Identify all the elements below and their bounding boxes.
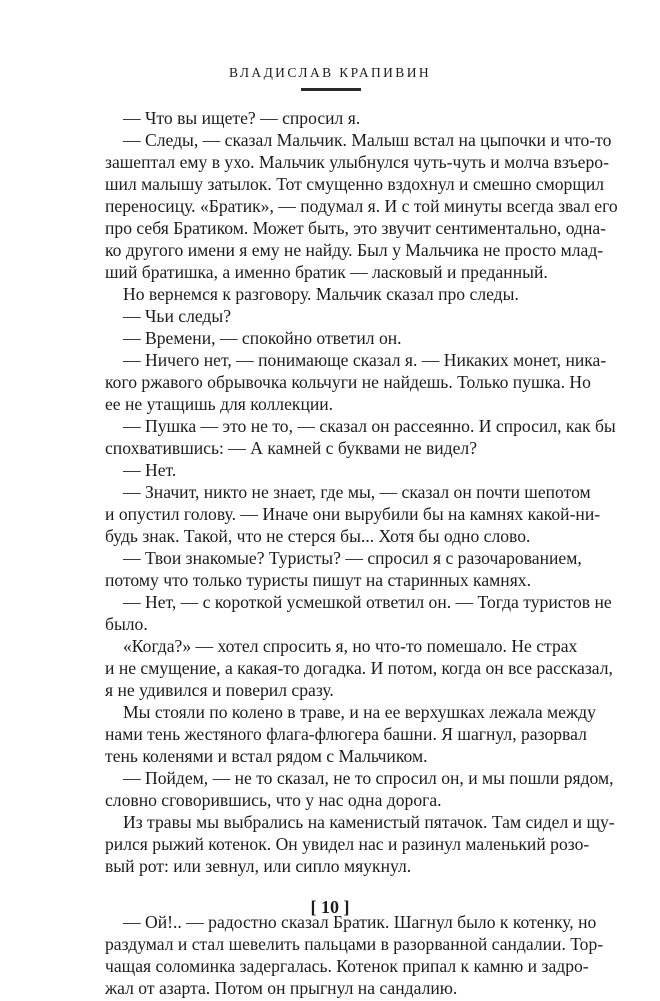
text-line: — Ничего нет, — понимающе сказал я. — Никаких монет, ника-: [123, 350, 607, 370]
text-line: — Ой!.. — радостно сказал Братик. Шагнул было к котенку, но: [123, 912, 597, 932]
text-line: Из травы мы выбрались на каменистый пятачок. Там сидел и щу-: [123, 812, 615, 832]
text-line: нами тень жестяного флага-флюгера башни. Я шагнул, разорвал: [105, 724, 587, 744]
text-line: — Твои знакомые? Туристы? — спросил я с разочарованием,: [123, 548, 582, 568]
text-line: кого ржавого обрывочка кольчуги не найдешь. Только пушка. Но: [105, 372, 591, 392]
text-line: раздумал и стал шевелить пальцами в разорванной сандалии. Тор-: [105, 934, 604, 954]
text-line: и опустил голову. — Иначе они вырубили бы на камнях какой-ни-: [105, 504, 601, 524]
text-line: шил малышу затылок. Тот смущенно вздохнул и смешно сморщил: [105, 174, 605, 194]
text-line: — Значит, никто не знает, где мы, — сказал он почти шепотом: [123, 482, 591, 502]
text-line: — Нет.: [123, 460, 177, 480]
text-line: — Пушка — это не то, — сказал он рассеянно. И спросил, как бы: [123, 416, 616, 436]
header-rule: [301, 88, 361, 91]
text-line: Мы стояли по колено в траве, и на ее верхушках лежала между: [123, 702, 596, 722]
text-line: рился рыжий котенок. Он увидел нас и разинул маленький розо-: [105, 834, 590, 854]
text-line: ко другого имени я ему не найду. Был у Мальчика не просто млад-: [105, 240, 604, 260]
text-line: тень коленями и встал рядом с Мальчиком.: [105, 746, 428, 766]
text-line: чащая соломинка задергалась. Котенок припал к камню и задро-: [105, 956, 589, 976]
body-text: [105, 107, 618, 999]
text-line: — Пойдем, — не то сказал, не то спросил он, и мы пошли рядом,: [123, 768, 614, 788]
text-line: — Нет, — с короткой усмешкой ответил он. — Тогда туристов не: [123, 592, 612, 612]
text-line: вый рот: или зевнул, или сипло мяукнул.: [105, 856, 412, 876]
text-line: — Времени, — спокойно ответил он.: [123, 328, 402, 348]
text-line: — Следы, — сказал Мальчик. Малыш встал на цыпочки и что-то: [123, 130, 612, 150]
text-line: будь знак. Такой, что не стерся бы... Хотя бы одно слово.: [105, 526, 531, 546]
text-line: про себя Братиком. Может быть, это звучит сентиментально, одна-: [105, 218, 607, 238]
text-line: словно сговорившись, что у нас одна дорога.: [105, 790, 442, 810]
text-line: спохватившись: — А камней с буквами не видел?: [105, 438, 478, 458]
text-line: — Что вы ищете? — спросил я.: [123, 108, 361, 128]
text-line: ее не утащишь для коллекции.: [105, 394, 334, 414]
page-number: [ 10 ]: [310, 897, 350, 917]
text-line: я не удивился и поверил сразу.: [105, 680, 334, 700]
text-line: переносицу. «Братик», — подумал я. И с той минуты всегда звал его: [105, 196, 618, 216]
text-line: — Чьи следы?: [123, 306, 232, 326]
text-line: «Когда?» — хотел спросить я, но что-то помешало. Не страх: [123, 636, 578, 656]
text-line: и не смущение, а какая-то догадка. И потом, когда он все рассказал,: [105, 658, 613, 678]
text-line: жал от азарта. Потом он прыгнул на сандалию.: [105, 978, 458, 998]
running-header-author: ВЛАДИСЛАВ КРАПИВИН: [228, 65, 432, 80]
text-line: зашептал ему в ухо. Мальчик улыбнулся чуть-чуть и молча взъеро-: [105, 152, 609, 172]
text-line: потому что только туристы пишут на старинных камнях.: [105, 570, 531, 590]
text-line: ший братишка, а именно братик — ласковый и преданный.: [105, 262, 548, 282]
text-line: Но вернемся к разговору. Мальчик сказал про следы.: [123, 284, 519, 304]
text-line: было.: [105, 614, 148, 634]
